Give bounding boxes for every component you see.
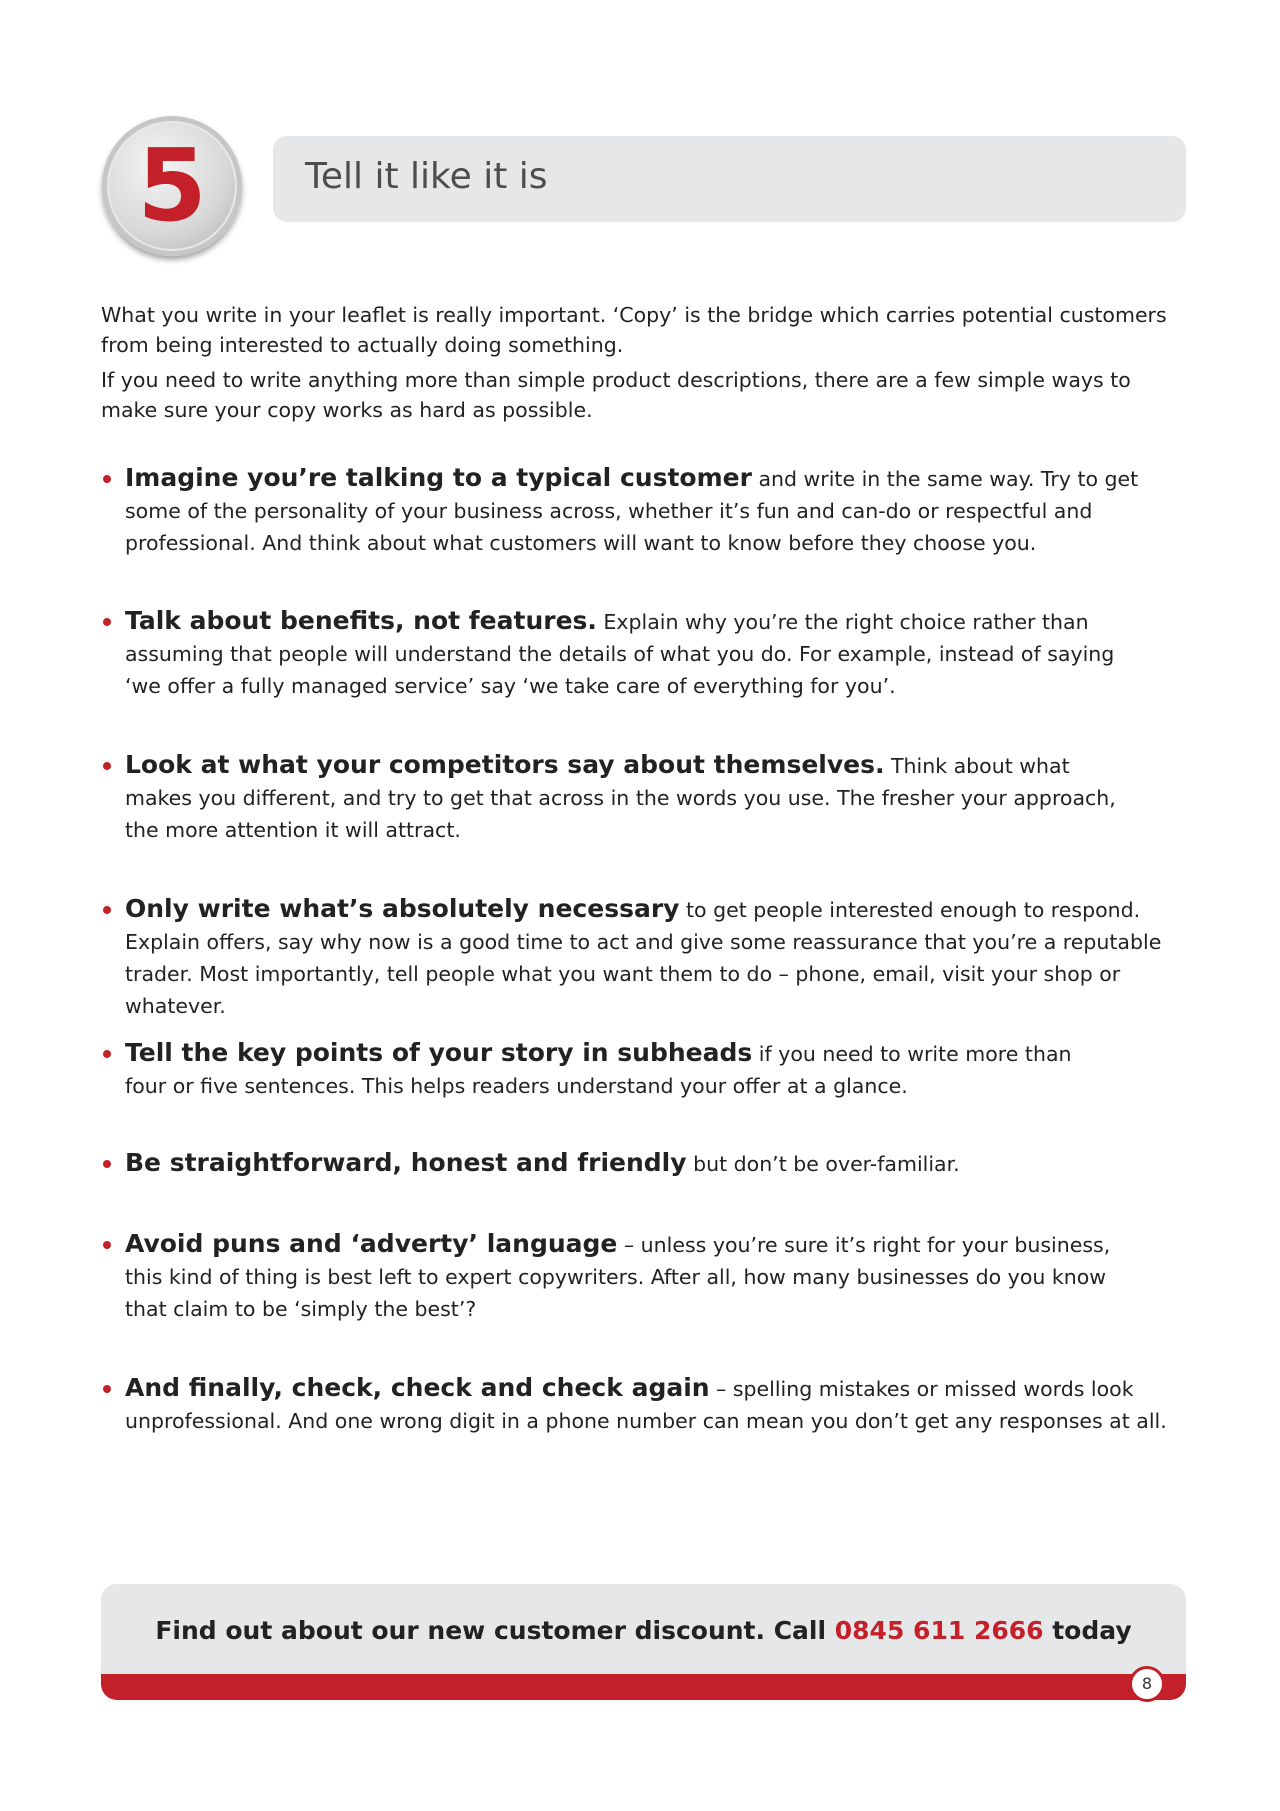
list-item [101,1147,1201,1180]
list-item [101,893,1181,1022]
footer-banner [101,1584,1186,1700]
bullet-icon [103,1385,111,1393]
footer-cta [101,1616,1186,1645]
bullet-icon [103,1050,111,1058]
bullet-text: but don’t be over-familiar. [686,1152,960,1176]
bullet-text: if you need to write more than four or five sentences. This helps readers understand your offer at a glance. [125,1042,1072,1098]
bullet-text: Explain why you’re the right choice rather than assuming that people will understand the details of what you do. For example, instead of saying ‘we offer a fully managed service’ say ‘we take care of everything for you’. [125,610,1115,698]
intro-paragraph: What you write in your leaflet is really important. ‘Copy’ is the bridge which carries potential customers from being interested to actually doing something. [101,303,1167,357]
list-item [101,1228,1141,1325]
bullet-heading: Talk about benefits, not features. [125,606,597,635]
bullet-heading: Imagine you’re talking to a typical customer [125,463,752,492]
bullet-text: Think about what makes you different, and try to get that across in the words you use. The fresher your approach, the more attention it will attract. [125,754,1116,842]
bullet-icon [103,906,111,914]
bullet-icon [103,1241,111,1249]
five-pence-coin-icon [102,116,242,256]
intro [101,300,1191,430]
bullet-icon [103,762,111,770]
bullet-icon [103,618,111,626]
bullet-text: – spelling mistakes or missed words look unprofessional. And one wrong digit in a phone number can mean you don’t get any responses at all. [125,1377,1167,1433]
list-item [101,1037,1081,1102]
bullet-text: and write in the same way. Try to get some of the personality of your business across, whether it’s fun and can-do or respectful and professional. And think about what customers will want to know before they choose you. [125,467,1139,555]
list-item [101,605,1141,702]
bullet-heading: Be straightforward, honest and friendly [125,1148,687,1177]
list-item [101,749,1121,846]
bullet-heading: Look at what your competitors say about themselves. [125,750,885,779]
bullet-heading: Tell the key points of your story in subheads [125,1038,753,1067]
bullet-text: – unless you’re sure it’s right for your business, this kind of thing is best left to expert copywriters. After all, how many businesses do you know that claim to be ‘simply the best’? [125,1233,1111,1321]
list-item [101,1372,1181,1437]
footer-text: Find out about our new customer discount. Call [155,1616,835,1645]
step-number: 5 [137,127,207,244]
bullet-icon [103,475,111,483]
bullet-heading: Only write what’s absolutely necessary [125,894,680,923]
page-number: 8 [1129,1666,1165,1702]
title-banner [273,136,1186,222]
intro-paragraph: If you need to write anything more than simple product descriptions, there are a few simple ways to make sure your copy works as hard as possible. [101,368,1131,422]
bullet-heading: And finally, check, check and check again [125,1373,710,1402]
bullet-icon [103,1160,111,1168]
footer-red-band [101,1674,1186,1700]
bullet-heading: Avoid puns and ‘adverty’ language [125,1229,618,1258]
footer-text: today [1043,1616,1132,1645]
page-title: Tell it like it is [305,156,548,197]
phone-number[interactable]: 0845 611 2666 [834,1616,1044,1645]
list-item [101,462,1181,559]
bullet-text: to get people interested enough to respond. Explain offers, say why now is a good time to act and give some reassurance that you’re a reputable trader. Most importantly, tell people what you want them to do – phone, email, visit your shop or whatever. [125,898,1162,1018]
